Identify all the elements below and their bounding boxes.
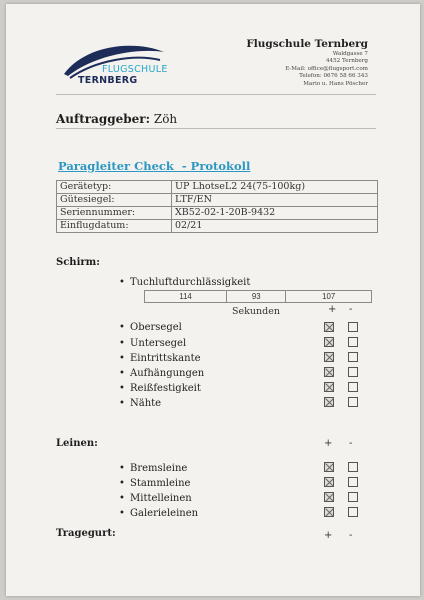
checkbox-minus-mittelleinen[interactable]: [348, 492, 358, 502]
seconds-unit-label: Sekunden: [232, 306, 280, 317]
info-key: Gerätetyp:: [57, 181, 172, 194]
checkbox-minus-eintrittskante[interactable]: [348, 352, 358, 362]
info-value: UP LhotseL2 24(75-100kg): [172, 181, 378, 194]
checkbox-plus-naehte[interactable]: [324, 397, 334, 407]
checkbox-minus-bremsleine[interactable]: [348, 462, 358, 472]
table-cell: 93: [227, 291, 286, 303]
table-cell: 114: [145, 291, 227, 303]
auftraggeber-label: Auftraggeber:: [56, 112, 151, 126]
logo-text-ternberg: TERNBERG: [78, 75, 138, 86]
list-item-eintrittskante: • Eintrittskante: [130, 352, 201, 365]
address-line: 4452 Ternberg: [325, 58, 368, 65]
checkbox-minus-obersegel[interactable]: [348, 322, 358, 332]
checkbox-plus-eintrittskante[interactable]: [324, 352, 334, 362]
table-row: [145, 291, 372, 303]
client-divider: [56, 128, 376, 129]
list-item-untersegel: • Untersegel: [130, 337, 186, 350]
table-row: [57, 207, 378, 220]
checkbox-minus-naehte[interactable]: [348, 397, 358, 407]
minus-header: -: [349, 438, 353, 449]
protocol-title: Paragleiter Check - Protokoll: [58, 159, 251, 173]
schirm-heading: Schirm:: [56, 257, 100, 268]
tuchluft-label: • Tuchluftdurchlässigkeit: [130, 276, 250, 289]
address-line: Waldgasse 7: [332, 51, 368, 57]
checkbox-plus-aufhaengungen[interactable]: [324, 367, 334, 377]
auftraggeber-value: Zöh: [153, 112, 178, 126]
checkbox-minus-untersegel[interactable]: [348, 337, 358, 347]
checkbox-plus-obersegel[interactable]: [324, 322, 334, 332]
phone-line: Telefon: 0676 58 66 343: [299, 73, 368, 80]
info-key: Gütesiegel:: [57, 194, 172, 207]
list-item-galerieleinen: • Galerieleinen: [130, 507, 198, 520]
email-line: E-Mail: office@flugsport.com: [285, 65, 368, 72]
air-permeability-table: [144, 290, 372, 303]
company-name: Flugschule Ternberg: [246, 38, 368, 50]
info-key: Seriennummer:: [57, 207, 172, 220]
checkbox-plus-bremsleine[interactable]: [324, 462, 334, 472]
minus-header: -: [349, 304, 353, 315]
checkbox-minus-aufhaengungen[interactable]: [348, 367, 358, 377]
list-item-naehte: • Nähte: [130, 397, 161, 410]
checkbox-plus-stammleine[interactable]: [324, 477, 334, 487]
table-row: [57, 194, 378, 207]
checkbox-minus-galerieleinen[interactable]: [348, 507, 358, 517]
logo-text-flugschule: FLUGSCHULE: [102, 64, 168, 75]
protocol-sheet: [6, 4, 420, 596]
company-address: [246, 37, 368, 88]
minus-header: -: [349, 530, 353, 541]
tragegurt-heading: Tragegurt:: [56, 528, 116, 539]
checkbox-plus-reissfestigkeit[interactable]: [324, 382, 334, 392]
checkbox-minus-stammleine[interactable]: [348, 477, 358, 487]
list-item-reissfestigkeit: • Reißfestigkeit: [130, 382, 201, 395]
plus-header: +: [328, 304, 337, 315]
plus-header: +: [324, 530, 333, 541]
list-item-obersegel: • Obersegel: [130, 321, 182, 334]
auftraggeber-line: [56, 112, 177, 126]
info-value: 02/21: [172, 220, 378, 233]
owners-line: Mario u. Hans Pöscher: [303, 80, 368, 87]
table-row: [57, 220, 378, 233]
table-row: [57, 181, 378, 194]
info-value: XB52-02-1-20B-9432: [172, 207, 378, 220]
header-divider: [56, 94, 376, 95]
list-item-bremsleine: • Bremsleine: [130, 462, 187, 475]
checkbox-minus-reissfestigkeit[interactable]: [348, 382, 358, 392]
table-cell: 107: [286, 291, 372, 303]
checkbox-plus-mittelleinen[interactable]: [324, 492, 334, 502]
plus-header: +: [324, 438, 333, 449]
info-key: Einflugdatum:: [57, 220, 172, 233]
leinen-heading: Leinen:: [56, 438, 98, 449]
checkbox-plus-untersegel[interactable]: [324, 337, 334, 347]
list-item-mittelleinen: • Mittelleinen: [130, 492, 192, 505]
info-value: LTF/EN: [172, 194, 378, 207]
glider-info-table: [56, 180, 378, 233]
list-item-aufhaengungen: • Aufhängungen: [130, 367, 204, 380]
checkbox-plus-galerieleinen[interactable]: [324, 507, 334, 517]
list-item-stammleine: • Stammleine: [130, 477, 190, 490]
